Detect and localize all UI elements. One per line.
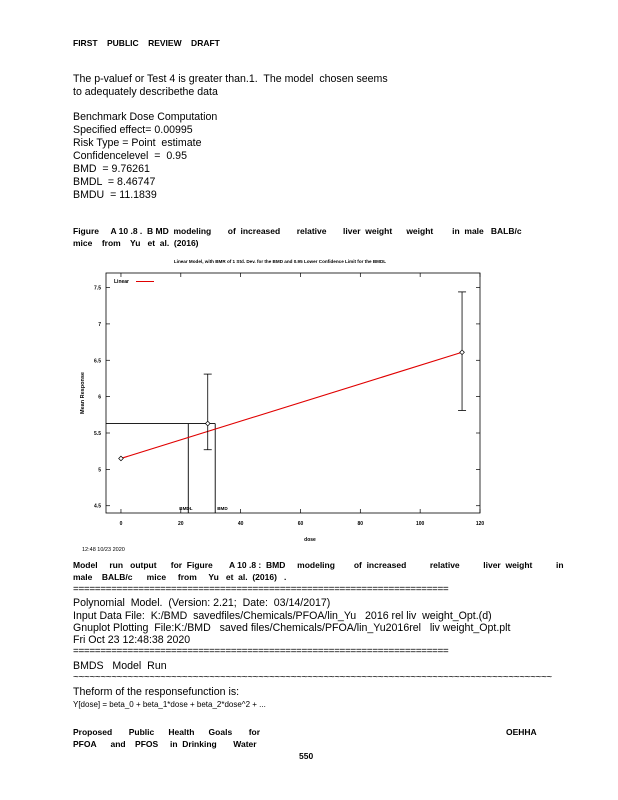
bmdu-value: BMDU = 11.1839: [73, 189, 157, 201]
specified-effect: Specified effect= 0.00995: [73, 124, 193, 136]
run-title: BMDS Model Run: [73, 660, 167, 672]
x-tick-label: 0: [119, 521, 123, 527]
output-caption-line-2: male BALB/c mice from Yu et al. (2016) .: [73, 572, 287, 582]
footer-right: OEHHA: [506, 727, 537, 737]
y-tick-label: 7: [98, 321, 101, 328]
y-tick-label: 6: [98, 394, 101, 401]
data-point: [119, 456, 124, 461]
intro-line-2: to adequately describethe data: [73, 86, 218, 98]
plot-frame: [106, 273, 480, 513]
figure-caption-line-1: Figure A 10 .8 . B MD modeling of increased relative liver weight weight in male BALB/c: [73, 226, 522, 236]
bmdl-label: BMDL: [179, 506, 193, 511]
footer-left-line-2: PFOA and PFOS in Drinking Water: [73, 739, 257, 749]
intro-line-1: The p-valuef or Test 4 is greater than.1. The model chosen seems: [73, 73, 388, 85]
separator-rule-1: =====================================================================: [73, 584, 449, 595]
gnuplot-file: Gnuplot Plotting File:K:/BMD saved files/Chemicals/PFOA/lin_Yu2016rel liv weight_Opt.plt: [73, 622, 511, 634]
output-caption-line-1: Model run output for Figure A 10 .8 : BMD modeling of increased relative liver weight in: [73, 560, 564, 570]
y-tick-label: 7.5: [94, 285, 101, 292]
x-axis-label: dose: [304, 537, 316, 543]
x-tick-label: 100: [415, 521, 425, 527]
page-number: 550: [299, 751, 314, 761]
bmd-chart: [70, 253, 490, 558]
run-date: Fri Oct 23 12:48:38 2020: [73, 634, 191, 646]
figure-caption-line-2: mice from Yu et al. (2016): [73, 238, 199, 248]
x-tick-label: 40: [237, 521, 244, 527]
fit-line: [121, 352, 462, 458]
tilde-rule: ~~~~~~~~~~~~~~~~~~~~~~~~~~~~~~~~~~~~~~~~~~~~~~~~~~~~~~~~~~~~~~~~~~~~~~~~~~~~~~~~~~~~~~~~: [73, 672, 552, 683]
y-tick-label: 5.5: [94, 431, 101, 437]
y-tick-label: 4.5: [94, 503, 101, 510]
x-tick-label: 20: [178, 521, 184, 527]
confidence-level: Confidencelevel = 0.95: [73, 150, 187, 162]
response-formula: Y[dose] = beta_0 + beta_1*dose + beta_2*dose^2 + ...: [73, 700, 266, 709]
x-tick-label: 80: [357, 521, 364, 527]
x-tick-label: 60: [297, 521, 304, 527]
data-point: [205, 421, 210, 426]
y-tick-label: 6.5: [94, 358, 101, 365]
bmd-heading: Benchmark Dose Computation: [73, 111, 218, 123]
bmd-label: BMD: [217, 506, 228, 511]
footer-left-line-1: Proposed Public Health Goals for: [73, 727, 261, 737]
y-axis-label: Mean Response: [80, 372, 86, 414]
risk-type: Risk Type = Point estimate: [73, 137, 202, 149]
separator-rule-2: =====================================================================: [73, 646, 449, 657]
y-axis-ticks: [94, 286, 480, 510]
legend-label: Linear: [114, 279, 130, 285]
chart-title: Linear Model, with BMR of 1 Std. Dev. for the BMD and 0.95 Lower Confidence Limit for the BMDL: [173, 259, 387, 264]
chart-timestamp: 12:48 10/23 2020: [82, 547, 125, 553]
form-label: Theform of the responsefunction is:: [73, 686, 240, 698]
chart-legend: [114, 279, 154, 285]
model-version: Polynomial Model. (Version: 2.21; Date: 03/14/2017): [73, 597, 331, 609]
y-tick-label: 5: [98, 467, 101, 474]
bmd-value: BMD = 9.76261: [73, 163, 150, 175]
bmdl-value: BMDL = 8.46747: [73, 176, 156, 188]
chart-marks: [106, 292, 466, 513]
x-tick-label: 120: [475, 521, 485, 527]
data-point: [460, 350, 465, 355]
x-axis-ticks: [120, 273, 485, 527]
input-file: Input Data File: K:/BMD savedfiles/Chemicals/PFOA/lin_Yu 2016 rel liv weight_Opt.(d): [73, 610, 492, 622]
draft-header: FIRST PUBLIC REVIEW DRAFT: [73, 38, 220, 48]
